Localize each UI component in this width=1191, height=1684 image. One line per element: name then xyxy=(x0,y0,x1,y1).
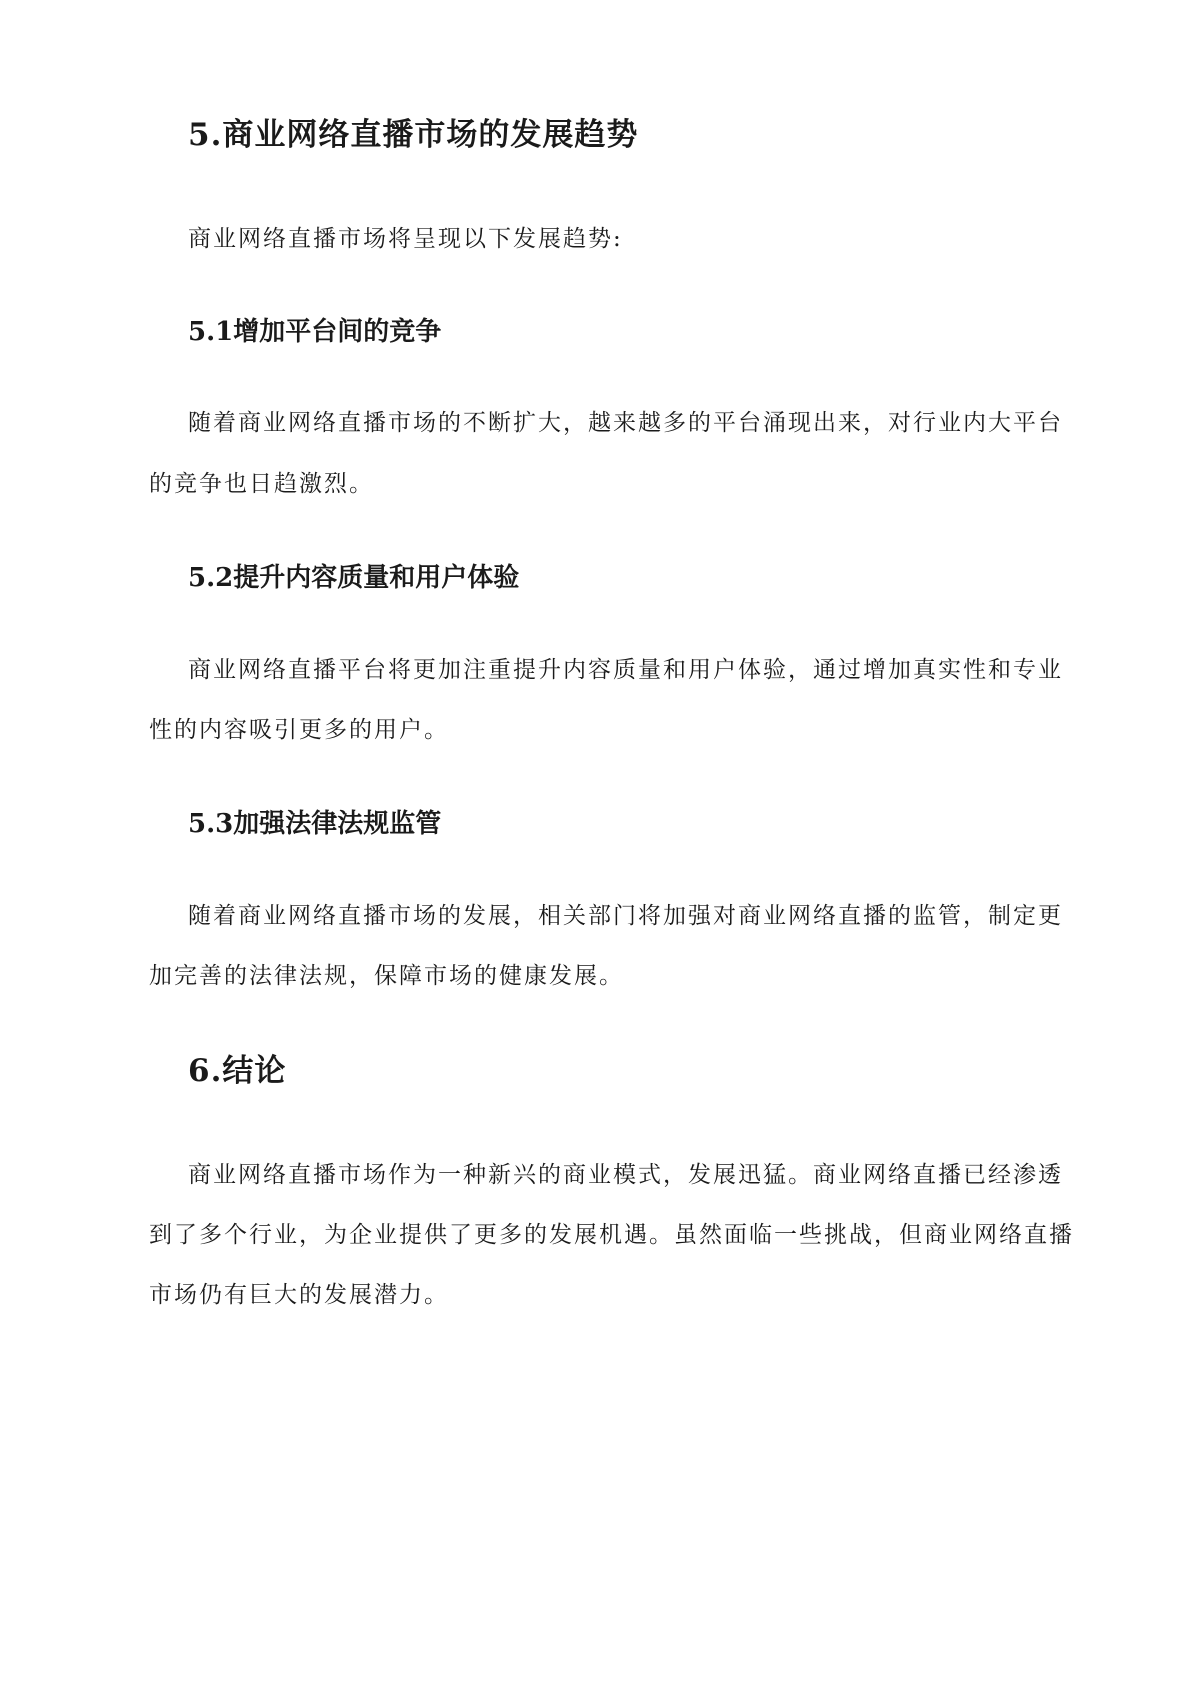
conclusion-paragraph-line: 市场仍有巨大的发展潜力。 xyxy=(149,1282,449,1308)
section-5-2-paragraph-line: 商业网络直播平台将更加注重提升内容质量和用户体验，通过增加真实性和专业 xyxy=(188,657,1063,683)
section-5-3-heading: 5.3加强法律法规监管 xyxy=(188,809,442,839)
section-5-1-paragraph-line: 随着商业网络直播市场的不断扩大，越来越多的平台涌现出来，对行业内大平台 xyxy=(188,410,1063,436)
section-5-heading: 5.商业网络直播市场的发展趋势 xyxy=(188,117,639,153)
section-6-heading: 6.结论 xyxy=(188,1053,287,1089)
section-5-1-heading: 5.1增加平台间的竞争 xyxy=(188,317,442,347)
section-5-2-heading: 5.2提升内容质量和用户体验 xyxy=(188,563,520,593)
conclusion-paragraph-line: 到了多个行业，为企业提供了更多的发展机遇。虽然面临一些挑战，但商业网络直播 xyxy=(149,1222,1074,1248)
section-5-1-paragraph-line: 的竞争也日趋激烈。 xyxy=(149,471,374,497)
section-5-intro: 商业网络直播市场将呈现以下发展趋势: xyxy=(188,226,623,252)
conclusion-paragraph-line: 商业网络直播市场作为一种新兴的商业模式，发展迅猛。商业网络直播已经渗透 xyxy=(188,1162,1063,1188)
section-5-3-paragraph-line: 加完善的法律法规，保障市场的健康发展。 xyxy=(149,963,624,989)
section-5-2-paragraph-line: 性的内容吸引更多的用户。 xyxy=(149,717,449,743)
section-5-3-paragraph-line: 随着商业网络直播市场的发展，相关部门将加强对商业网络直播的监管，制定更 xyxy=(188,903,1063,929)
